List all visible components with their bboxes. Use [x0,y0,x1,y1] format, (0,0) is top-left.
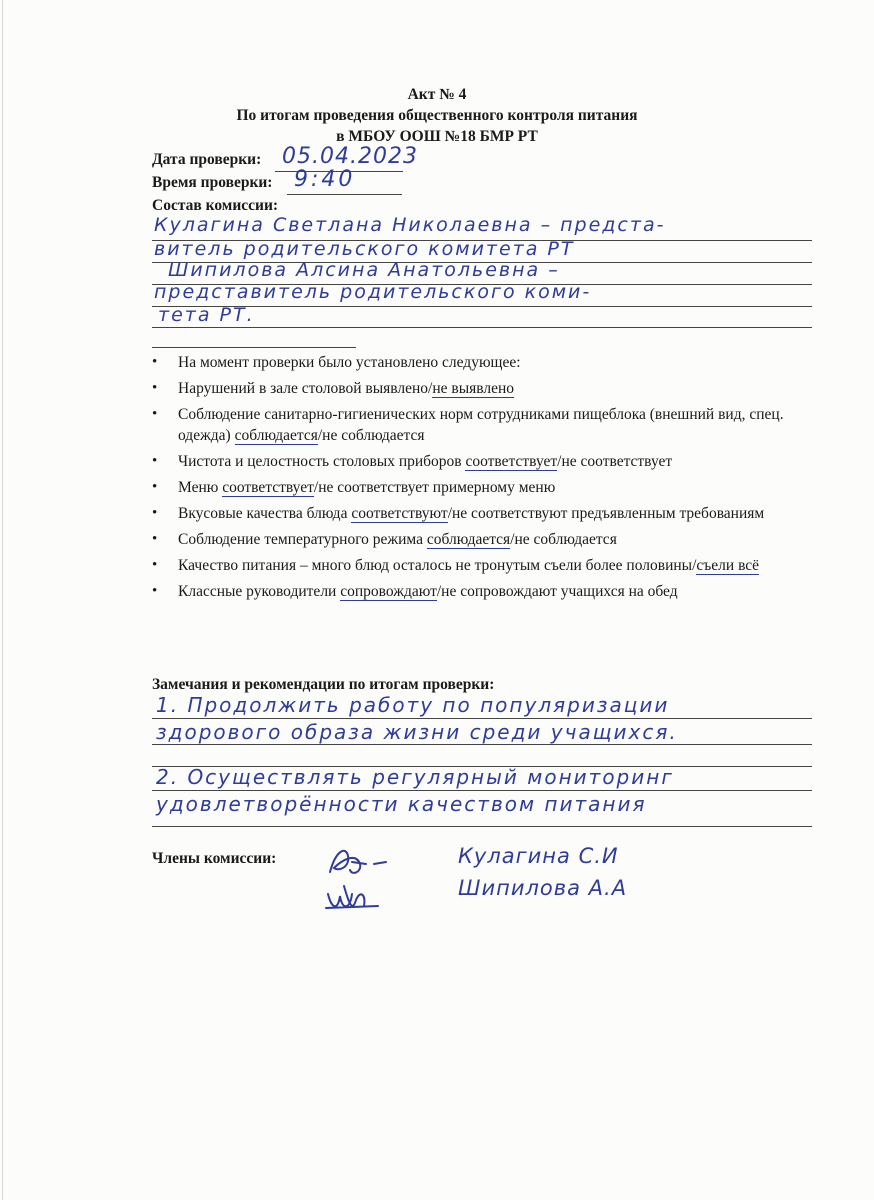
time-underline [287,194,402,195]
date-label: Дата проверки: [152,151,262,168]
remarks-rule [152,718,812,719]
remarks-rule [152,744,812,745]
school-name: в МБОУ ООШ №18 БМР РТ [336,128,538,145]
remarks-line: здорового образа жизни среди учащихся. [156,720,678,744]
checklist-item: • Чистота и целостность столовых приборов соответствует/не соответствует [152,451,824,472]
commission-line: витель родительского комитета РТ [154,238,575,260]
checklist [152,352,824,607]
act-subtitle: По итогам проведения общественного контроля питания [236,107,638,124]
checklist-item: • Качество питания – много блюд осталось не тронутым съели более половины/съели всё [152,555,824,576]
selected-option: соблюдается [426,531,511,548]
signature-1 [322,842,402,882]
selected-option: не выявлено [432,380,515,397]
members-label: Члены комиссии: [152,850,277,867]
checklist-item: • Соблюдение температурного режима соблюдается/не соблюдается [152,529,824,550]
checklist-item: • На момент проверки было установлено следующее: [152,352,824,373]
commission-label: Состав комиссии: [152,197,279,214]
member-name: Шипилова А.А [458,876,628,900]
commission-line: тета РТ. [158,304,255,326]
remarks-label: Замечания и рекомендации по итогам проверки: [152,676,495,693]
checklist-item: • Классные руководители сопровождают/не сопровождают учащихся на обед [152,581,824,602]
checklist-item: • Соблюдение санитарно-гигиенических норм сотрудниками пищеблока (внешний вид, спец. одежда) соблюдается/не соблюдается [152,404,824,446]
member-name: Кулагина С.И [458,844,619,868]
remarks-line: 1. Продолжить работу по популяризации [156,693,670,717]
remarks-rule [152,826,812,827]
commission-line: представитель родительского коми- [154,281,592,303]
remarks-rule [152,790,812,791]
act-title: Акт № 4 [407,86,467,103]
date-value: 05.04.2023 [282,144,418,169]
selected-option: соблюдается [234,427,318,444]
selected-option: соответствует [465,453,558,470]
checklist-item: • Вкусовые качества блюда соответствуют/не соответствуют предъявленным требованиям [152,503,824,524]
commission-rule-short [152,347,356,348]
page-edge [2,0,3,1200]
commission-line: Шипилова Алсина Анатольевна – [168,259,560,281]
selected-option: соответствуют [351,505,448,522]
selected-option: съели всё [696,557,760,574]
time-value: 9:40 [294,167,356,192]
commission-rule [152,327,812,328]
remarks-line: удовлетворённости качеством питания [156,792,647,816]
commission-line: Кулагина Светлана Николаевна – предста- [154,214,666,236]
remarks-line: 2. Осуществлять регулярный мониторинг [156,765,674,789]
selected-option: соответствует [222,479,314,496]
time-label: Время проверки: [152,174,273,191]
checklist-item: • Нарушений в зале столовой выявлено/не выявлено [152,378,824,399]
signature-2 [322,880,392,920]
checklist-item: • Меню соответствует/не соответствует примерному меню [152,477,824,498]
selected-option: сопровождают [340,583,437,600]
